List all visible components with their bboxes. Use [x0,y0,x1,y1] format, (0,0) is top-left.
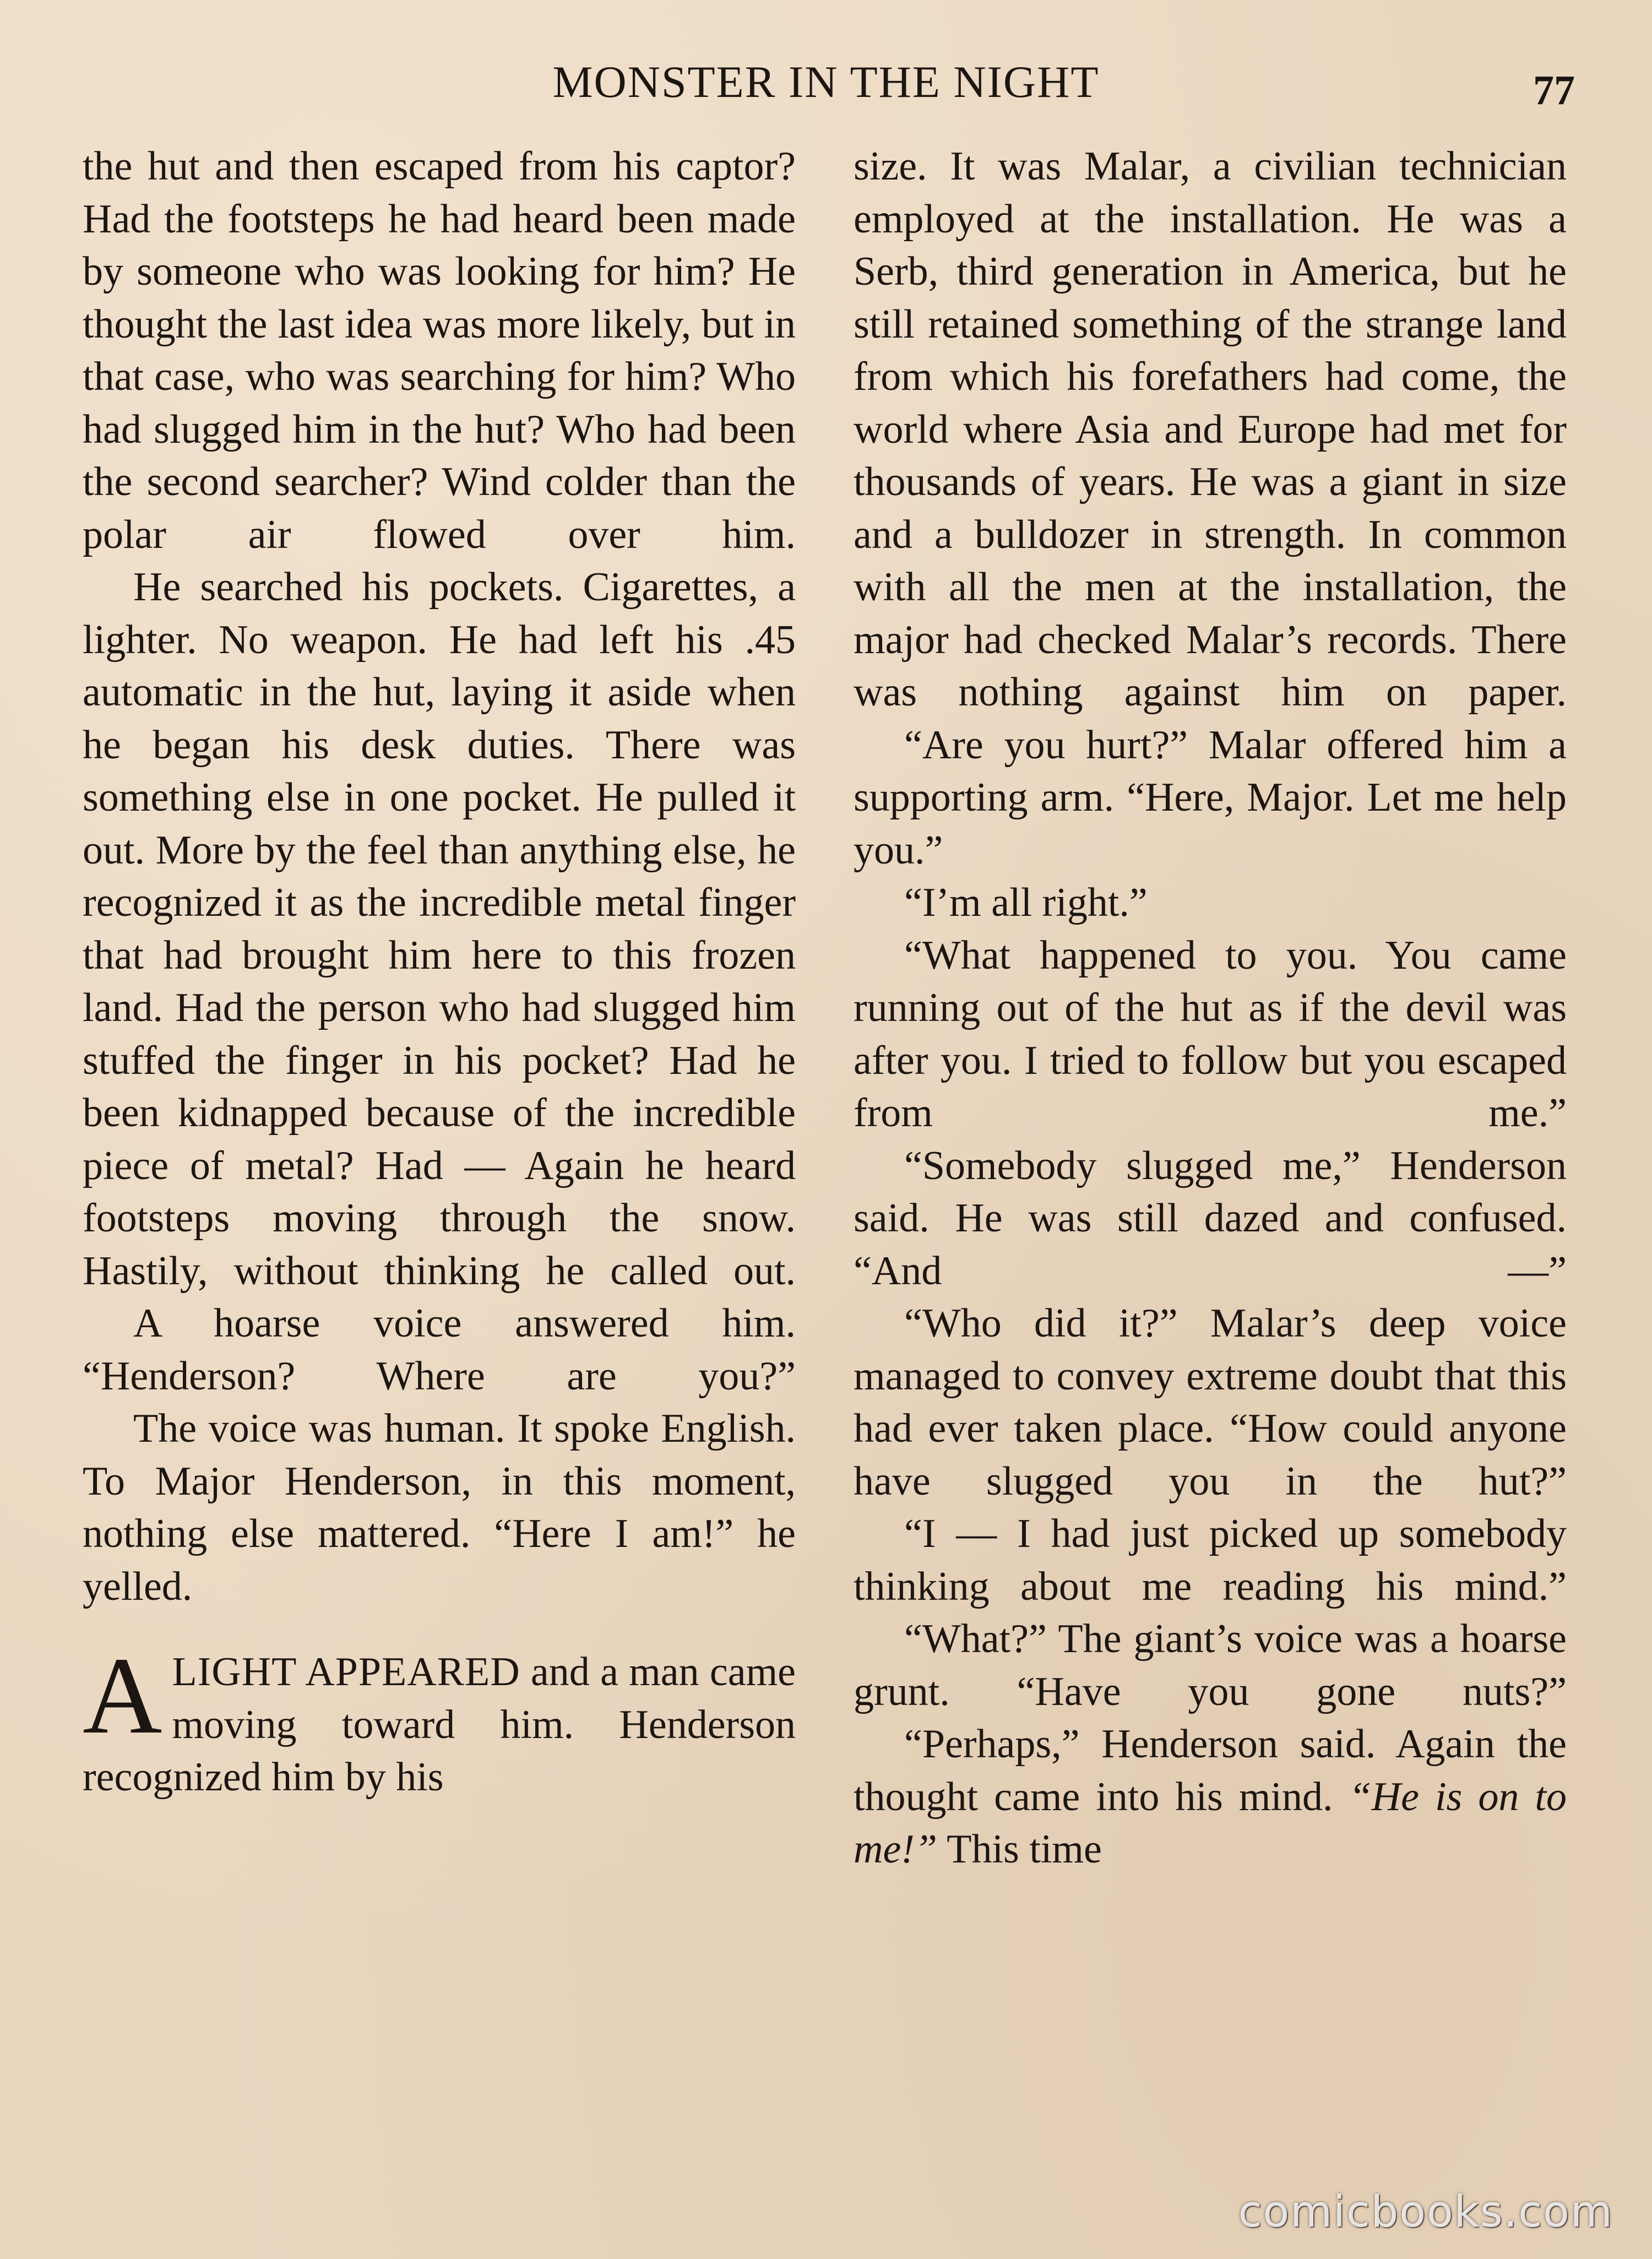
paragraph: A hoarse voice answered him. “Henderson? Where are you?” [83,1301,796,1399]
paragraph [854,1718,1567,1876]
paragraph: “Are you hurt?” Malar offered him a supporting arm. “Here, Major. Let me help you.” [854,722,1567,873]
right-column [854,140,1567,1876]
paragraph-text: and a man came moving toward him. Henderson recognized him by his [83,1649,796,1800]
paragraph: The voice was human. It spoke English. To Major Henderson, in this moment, nothing else mattered. “Here I am!” he yelled. [83,1406,796,1609]
paragraph: the hut and then escaped from his captor? Had the footsteps he had heard been made by someone who was looking for him? He thought the last idea was more likely, but in that case, who was searching for him? Who had slugged him in the hut? Who had been the second searcher? Wind colder than the polar air flowed over him. [83,144,796,557]
paragraph: He searched his pockets. Cigarettes, a lighter. No weapon. He had left his .45 automatic in the hut, laying it aside when he began his desk duties. There was something else in one pocket. He pulled it out. More by the feel than anything else, he recognized it as the incredible metal finger that had brought him here to this frozen land. Had the person who had slugged him stuffed the finger in his pocket? Had he been kidnapped because of the incredible piece of metal? Had — Again he heard footsteps moving through the snow. Hastily, without thinking he called out. [83,564,796,1294]
section-break [83,1613,796,1646]
paragraph-text: This time [937,1827,1102,1872]
watermark: comicbooks.com [1238,2187,1613,2237]
paragraph: “Who did it?” Malar’s deep voice managed to convey extreme doubt that this had ever taken place. “How could anyone have slugged you in the hut?” [854,1301,1567,1504]
left-column [83,140,796,1804]
running-title: MONSTER IN THE NIGHT [552,57,1100,107]
paragraph: “Somebody slugged me,” Henderson said. He was still dazed and confused. “And —” [854,1143,1567,1294]
page-number: 77 [1533,67,1575,113]
italic-thought: “He is on to me!” [854,1774,1567,1872]
drop-cap: A [83,1635,162,1757]
paragraph: “What happened to you. You came running out of the hut as if the devil was after you. I tried to follow but you escaped from me.” [854,932,1567,1136]
paragraph: size. It was Malar, a civilian technician employed at the installation. He was a Serb, third generation in America, but he still retained something of the strange land from which his forefathers had come, the world where Asia and Europe had met for thousands of years. He was a giant in size and a bulldozer in strength. In common with all the men at the installation, the major had checked Malar’s records. There was nothing against him on paper. [854,144,1567,715]
dropcap-paragraph [83,1635,796,1804]
paragraph: “I — I had just picked up somebody thinking about me reading his mind.” [854,1511,1567,1609]
paragraph: “What?” The giant’s voice was a hoarse grunt. “Have you gone nuts?” [854,1616,1567,1714]
paragraph: “I’m all right.” [904,880,1148,925]
paragraph-text: “Perhaps,” Henderson said. Again the thought came into his mind. [854,1722,1567,1820]
lead-in-caps: LIGHT APPEARED [172,1649,520,1695]
